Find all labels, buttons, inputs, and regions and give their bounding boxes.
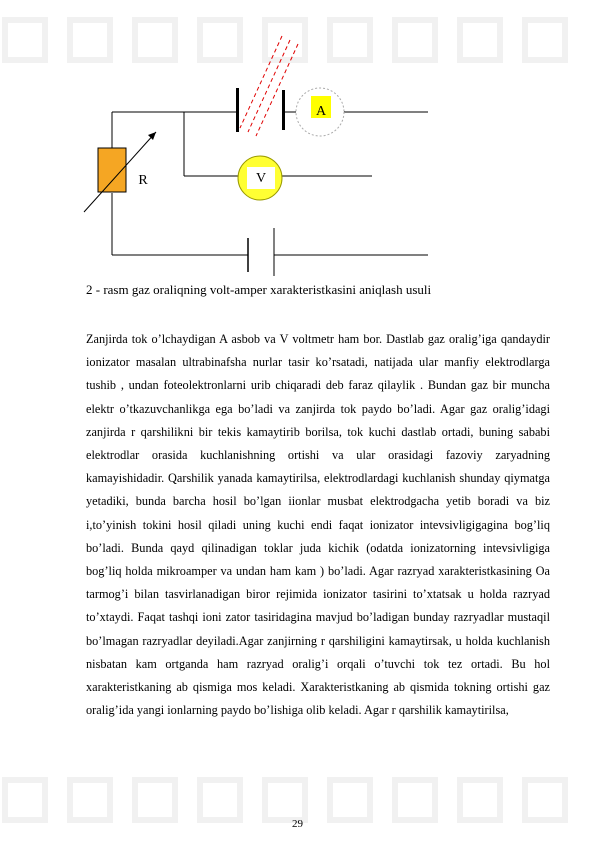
page-number: 29 (292, 818, 303, 830)
gas-gap-electrodes (236, 88, 285, 132)
resistor-label: R (138, 173, 148, 189)
voltage-source (248, 228, 274, 276)
ammeter-label: A (315, 104, 327, 120)
uv-rays (240, 36, 298, 136)
variable-resistor (84, 132, 156, 212)
body-text (86, 328, 550, 722)
voltmeter-label: V (255, 171, 267, 187)
figure-caption: 2 - rasm gaz oraliqning volt-amper xarakteristkasini aniqlash usuli (86, 282, 432, 297)
circuit-diagram (0, 0, 595, 280)
paragraph: Zanjirda tok o’lchaydigan A asbob va V voltmetr ham bor. Dastlab gaz oralig’iga qandaydir ionizator masalan ultrabinafsha nurlar tasir ko’rsatadi, natijada ular manfiy elektrodlarga tushib , undan foteolektronlarni urib chiqaradi deb faraz qilaylik . Bundan gaz bir muncha elektr o’tkazuvchanlikga ega bo’ladi va zanjirda tok paydo bo’ladi. Agar gaz oralig’idagi zanjirda r qarshilikni bir tekis kamaytirib borilsa, tok kuchi dastlab ortadi, buning sababi elektrodlar orasida kuchlanishning ortishi va ular orasidagi fazoviy zaryadning kamayishidadir. Qarshilik yanada kamaytirilsa, elektrodlardagi kuchlanish shunday qiymatga yetadiki, bunda barcha hosil bo’lgan iionlar musbat elektrodgacha yetib boradi va biz i,to’yinish tokini hosil qiladi uning kuchi endi faqat ionizator intevsivligigagina bog’liq bo’ladi. Bunda qayd qilinadigan toklar juda kichik (odatda ionizatorning intevsivligiga bog’liq holda mikroamper va undan ham kam ) bo’ladi. Agar razryad xarakteristkasining Oa tarmog’i bilan tasvirlanadigan biror rejimida ionizator tasirini to’xtatsak u holda razryad to’xtaydi. Faqat tashqi ioni zator tasiridagina mavjud bo’ladigan bunday razryadlar mustaqil bo’lmagan razryadlar deyiladi.Agar zanjirning r qarshiligini kamaytirsak, u holda kuchlanish nisbatan kam ortganda ham razryad oralig’i orqali o’tuvchi tok tez ortadi. Bu hol xarakteristkaning ab qismiga mos keladi. Xarakteristkaning ab qismida tokning ortishi gaz oralig’ida yangi ionlarning paydo bo’lishiga olib keladi. Agar r qarshilik kamaytirilsa, (86, 332, 550, 718)
